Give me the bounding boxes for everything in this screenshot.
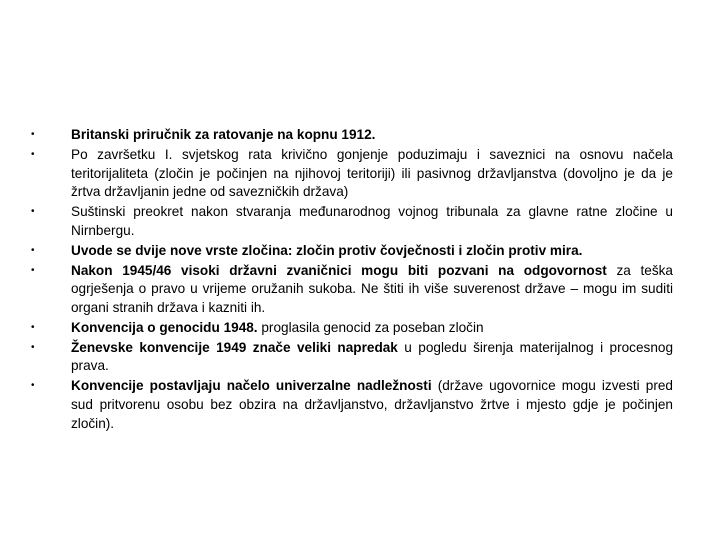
list-item [30, 377, 673, 433]
list-item-plain-text: (države ugovornice mogu izvesti pred sud pritvorenu osobu bez obzira na državljanstvo, državljanstvo žrtve i mjesto gdje je počinjen zločin). [71, 378, 673, 431]
list-item-plain-text: proglasila genocid za poseban zločin [257, 319, 484, 335]
bullet-icon: • [31, 148, 35, 160]
list-item [30, 203, 673, 240]
list-item-plain-text: u pogledu širenja materijalnog i procesnog prava. [71, 339, 674, 374]
list-item-bold-text: Uvode se dvije nove vrste zločina: zločin protiv čovječnosti i zločin protiv mira. [71, 242, 583, 258]
list-item-text [71, 242, 673, 261]
bullet-list [30, 126, 673, 435]
list-item-bold-text: Britanski priručnik za ratovanje na kopnu 1912. [71, 127, 376, 142]
list-item [30, 126, 673, 145]
list-item-text [71, 319, 673, 338]
bullet-icon: • [31, 264, 35, 276]
bullet-icon: • [31, 206, 35, 218]
list-item-text [71, 262, 673, 318]
list-item-plain-text: Suštinski preokret nakon stvaranja međunarodnog vojnog tribunala za glavne ratne zločine u Nirnbergu. [71, 204, 673, 238]
list-item-plain-text: za teška ogrješenja o pravo u vrijeme oružanih sukoba. Ne štiti ih više suverenost države – mogu im suditi organi stranih država i kazniti ih. [71, 262, 673, 315]
list-item-text [71, 146, 673, 202]
bullet-icon: • [31, 341, 35, 353]
list-item [30, 339, 673, 376]
bullet-icon: • [31, 244, 35, 256]
list-item [30, 319, 673, 338]
list-item-text [71, 203, 673, 240]
list-item [30, 242, 673, 261]
list-item-text [71, 339, 673, 376]
list-item-text [71, 126, 673, 145]
list-item-bold-text: Ženevske konvencije 1949 znače veliki napredak [71, 339, 398, 355]
list-item [30, 262, 673, 318]
bullet-icon: • [31, 129, 35, 140]
list-item-bold-text: Nakon 1945/46 visoki državni zvaničnici mogu biti pozvani na odgovornost [71, 262, 607, 278]
bullet-icon: • [31, 321, 35, 333]
list-item-bold-text: Konvencija o genocidu 1948. [71, 319, 258, 335]
list-item-plain-text: Po završetku I. svjetskog rata krivično gonjenje poduzimaju i saveznici na osnovu načela teritorijaliteta (zločin je počinjen na njihovoj teritoriji) ili pasivnog državljanstva (dovoljno je da je žrtva državljanin jedne od savezničkih država) [71, 146, 673, 200]
list-item-text [71, 377, 673, 433]
bullet-icon: • [31, 380, 35, 392]
list-item [30, 146, 673, 202]
list-item-bold-text: Konvencije postavljaju načelo univerzalne nadležnosti [71, 378, 432, 394]
